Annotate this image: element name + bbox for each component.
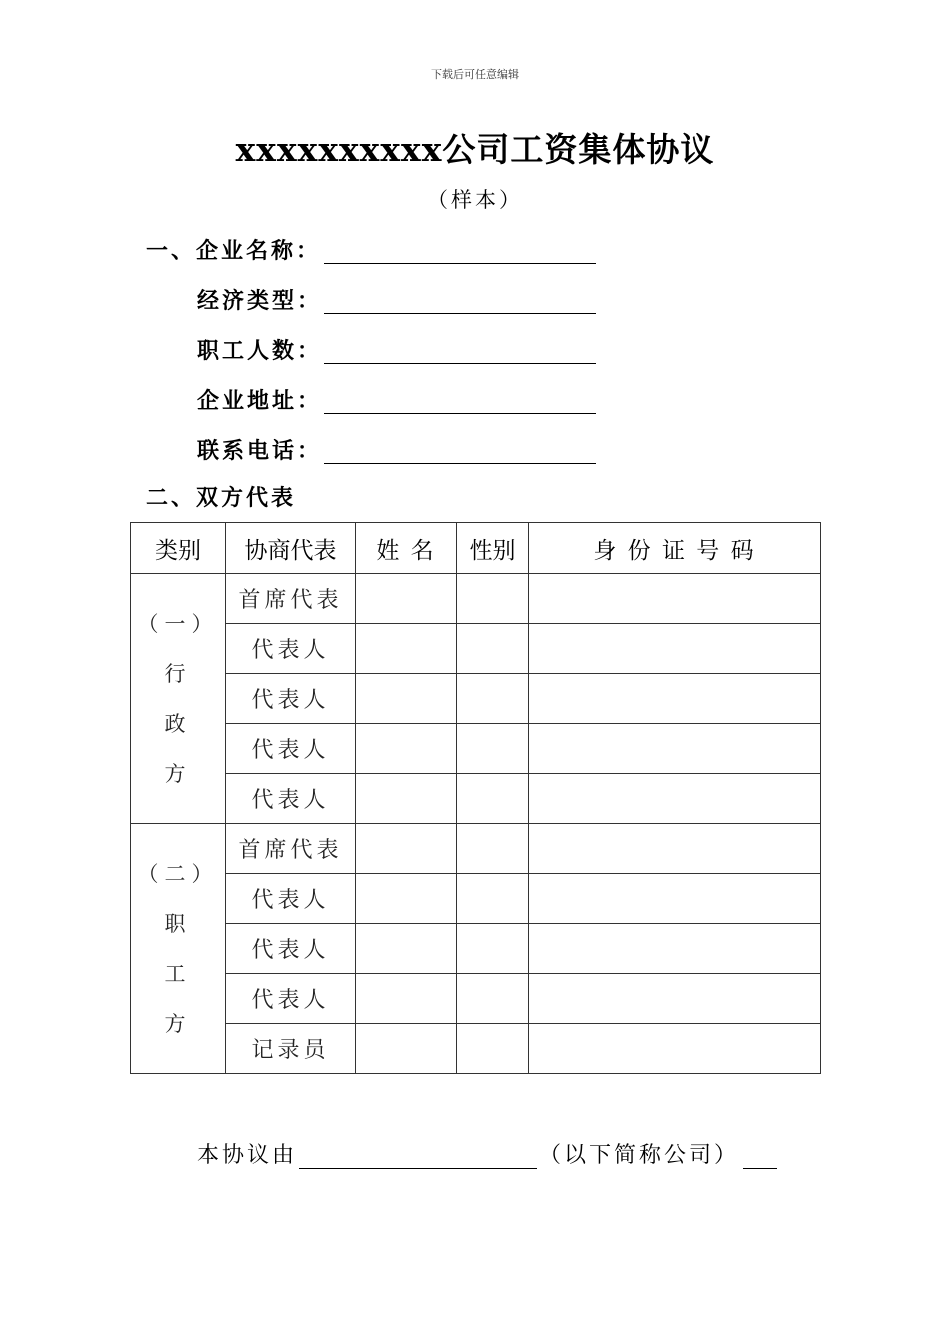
group-employee-side: [131, 824, 226, 1074]
role-cell: 代表人: [226, 874, 356, 924]
representatives-table: [130, 522, 821, 1074]
gender-cell[interactable]: [457, 674, 529, 724]
field-label: 企业地址：: [197, 388, 323, 414]
name-cell[interactable]: [356, 774, 457, 824]
fill-line[interactable]: [299, 1142, 537, 1169]
id-number-cell[interactable]: [529, 774, 821, 824]
name-cell[interactable]: [356, 624, 457, 674]
fill-line[interactable]: [743, 1142, 777, 1169]
group-label-line: 职: [164, 911, 192, 936]
gender-cell[interactable]: [457, 574, 529, 624]
role-cell: 代表人: [226, 624, 356, 674]
field-contact-phone[interactable]: [197, 430, 322, 466]
id-number-cell[interactable]: [529, 624, 821, 674]
group-label-line: 工: [164, 961, 192, 986]
gender-cell[interactable]: [457, 924, 529, 974]
fill-line[interactable]: [324, 313, 596, 314]
field-label: 联系电话：: [197, 438, 323, 464]
gender-cell[interactable]: [457, 774, 529, 824]
name-cell[interactable]: [356, 724, 457, 774]
gender-cell[interactable]: [457, 624, 529, 674]
group-label-line: （二）: [137, 861, 219, 886]
role-cell: 代表人: [226, 974, 356, 1024]
field-company-address[interactable]: [197, 380, 322, 416]
agreement-intro-prefix: 本协议由: [197, 1143, 298, 1168]
column-header: 类别: [131, 523, 226, 574]
field-label: 一、企业名称：: [146, 238, 322, 264]
name-cell[interactable]: [356, 824, 457, 874]
id-number-cell[interactable]: [529, 824, 821, 874]
role-cell: 首席代表: [226, 574, 356, 624]
table-row: [131, 824, 821, 874]
field-economic-type[interactable]: [197, 280, 322, 316]
id-number-cell[interactable]: [529, 974, 821, 1024]
gender-cell[interactable]: [457, 974, 529, 1024]
column-header: 协商代表: [226, 523, 356, 574]
table-row: [131, 574, 821, 624]
group-label-line: （一）: [137, 611, 219, 636]
id-number-cell[interactable]: [529, 724, 821, 774]
name-cell[interactable]: [356, 974, 457, 1024]
role-cell: 代表人: [226, 924, 356, 974]
table-row: [131, 624, 821, 674]
fill-line[interactable]: [324, 363, 596, 364]
gender-cell[interactable]: [457, 724, 529, 774]
table-header-row: [131, 523, 821, 574]
table-row: [131, 1024, 821, 1074]
role-cell: 代表人: [226, 774, 356, 824]
id-number-cell[interactable]: [529, 1024, 821, 1074]
role-cell: 首席代表: [226, 824, 356, 874]
agreement-intro-line: [197, 1138, 777, 1169]
agreement-intro-middle: （以下简称公司）: [539, 1143, 740, 1168]
group-label-line: 行: [164, 661, 192, 686]
id-number-cell[interactable]: [529, 924, 821, 974]
column-header: 性别: [457, 523, 529, 574]
table-row: [131, 674, 821, 724]
document-subtitle: （样本）: [427, 188, 523, 212]
field-label: 职工人数：: [197, 338, 323, 364]
field-employee-count[interactable]: [197, 330, 322, 366]
id-number-cell[interactable]: [529, 874, 821, 924]
group-label-line: 政: [164, 711, 192, 736]
gender-cell[interactable]: [457, 874, 529, 924]
id-number-cell[interactable]: [529, 574, 821, 624]
table-row: [131, 924, 821, 974]
column-header: 姓 名: [356, 523, 457, 574]
document-title: xxxxxxxxxx公司工资集体协议: [235, 130, 715, 169]
group-admin-side: [131, 574, 226, 824]
role-cell: 记录员: [226, 1024, 356, 1074]
table-row: [131, 774, 821, 824]
name-cell[interactable]: [356, 674, 457, 724]
name-cell[interactable]: [356, 1024, 457, 1074]
name-cell[interactable]: [356, 924, 457, 974]
section-heading-representatives: 二、双方代表: [146, 485, 297, 511]
role-cell: 代表人: [226, 674, 356, 724]
table-row: [131, 874, 821, 924]
gender-cell[interactable]: [457, 824, 529, 874]
gender-cell[interactable]: [457, 1024, 529, 1074]
column-header: 身 份 证 号 码: [529, 523, 821, 574]
fill-line[interactable]: [324, 263, 596, 264]
header-note: 下载后可任意编辑: [431, 68, 519, 81]
group-label-line: 方: [164, 761, 192, 786]
group-label-line: 方: [164, 1011, 192, 1036]
name-cell[interactable]: [356, 574, 457, 624]
role-cell: 代表人: [226, 724, 356, 774]
field-label: 经济类型：: [197, 288, 323, 314]
fill-line[interactable]: [324, 413, 596, 414]
field-company-name[interactable]: [146, 230, 321, 266]
fill-line[interactable]: [324, 463, 596, 464]
table-row: [131, 974, 821, 1024]
table-row: [131, 724, 821, 774]
name-cell[interactable]: [356, 874, 457, 924]
id-number-cell[interactable]: [529, 674, 821, 724]
